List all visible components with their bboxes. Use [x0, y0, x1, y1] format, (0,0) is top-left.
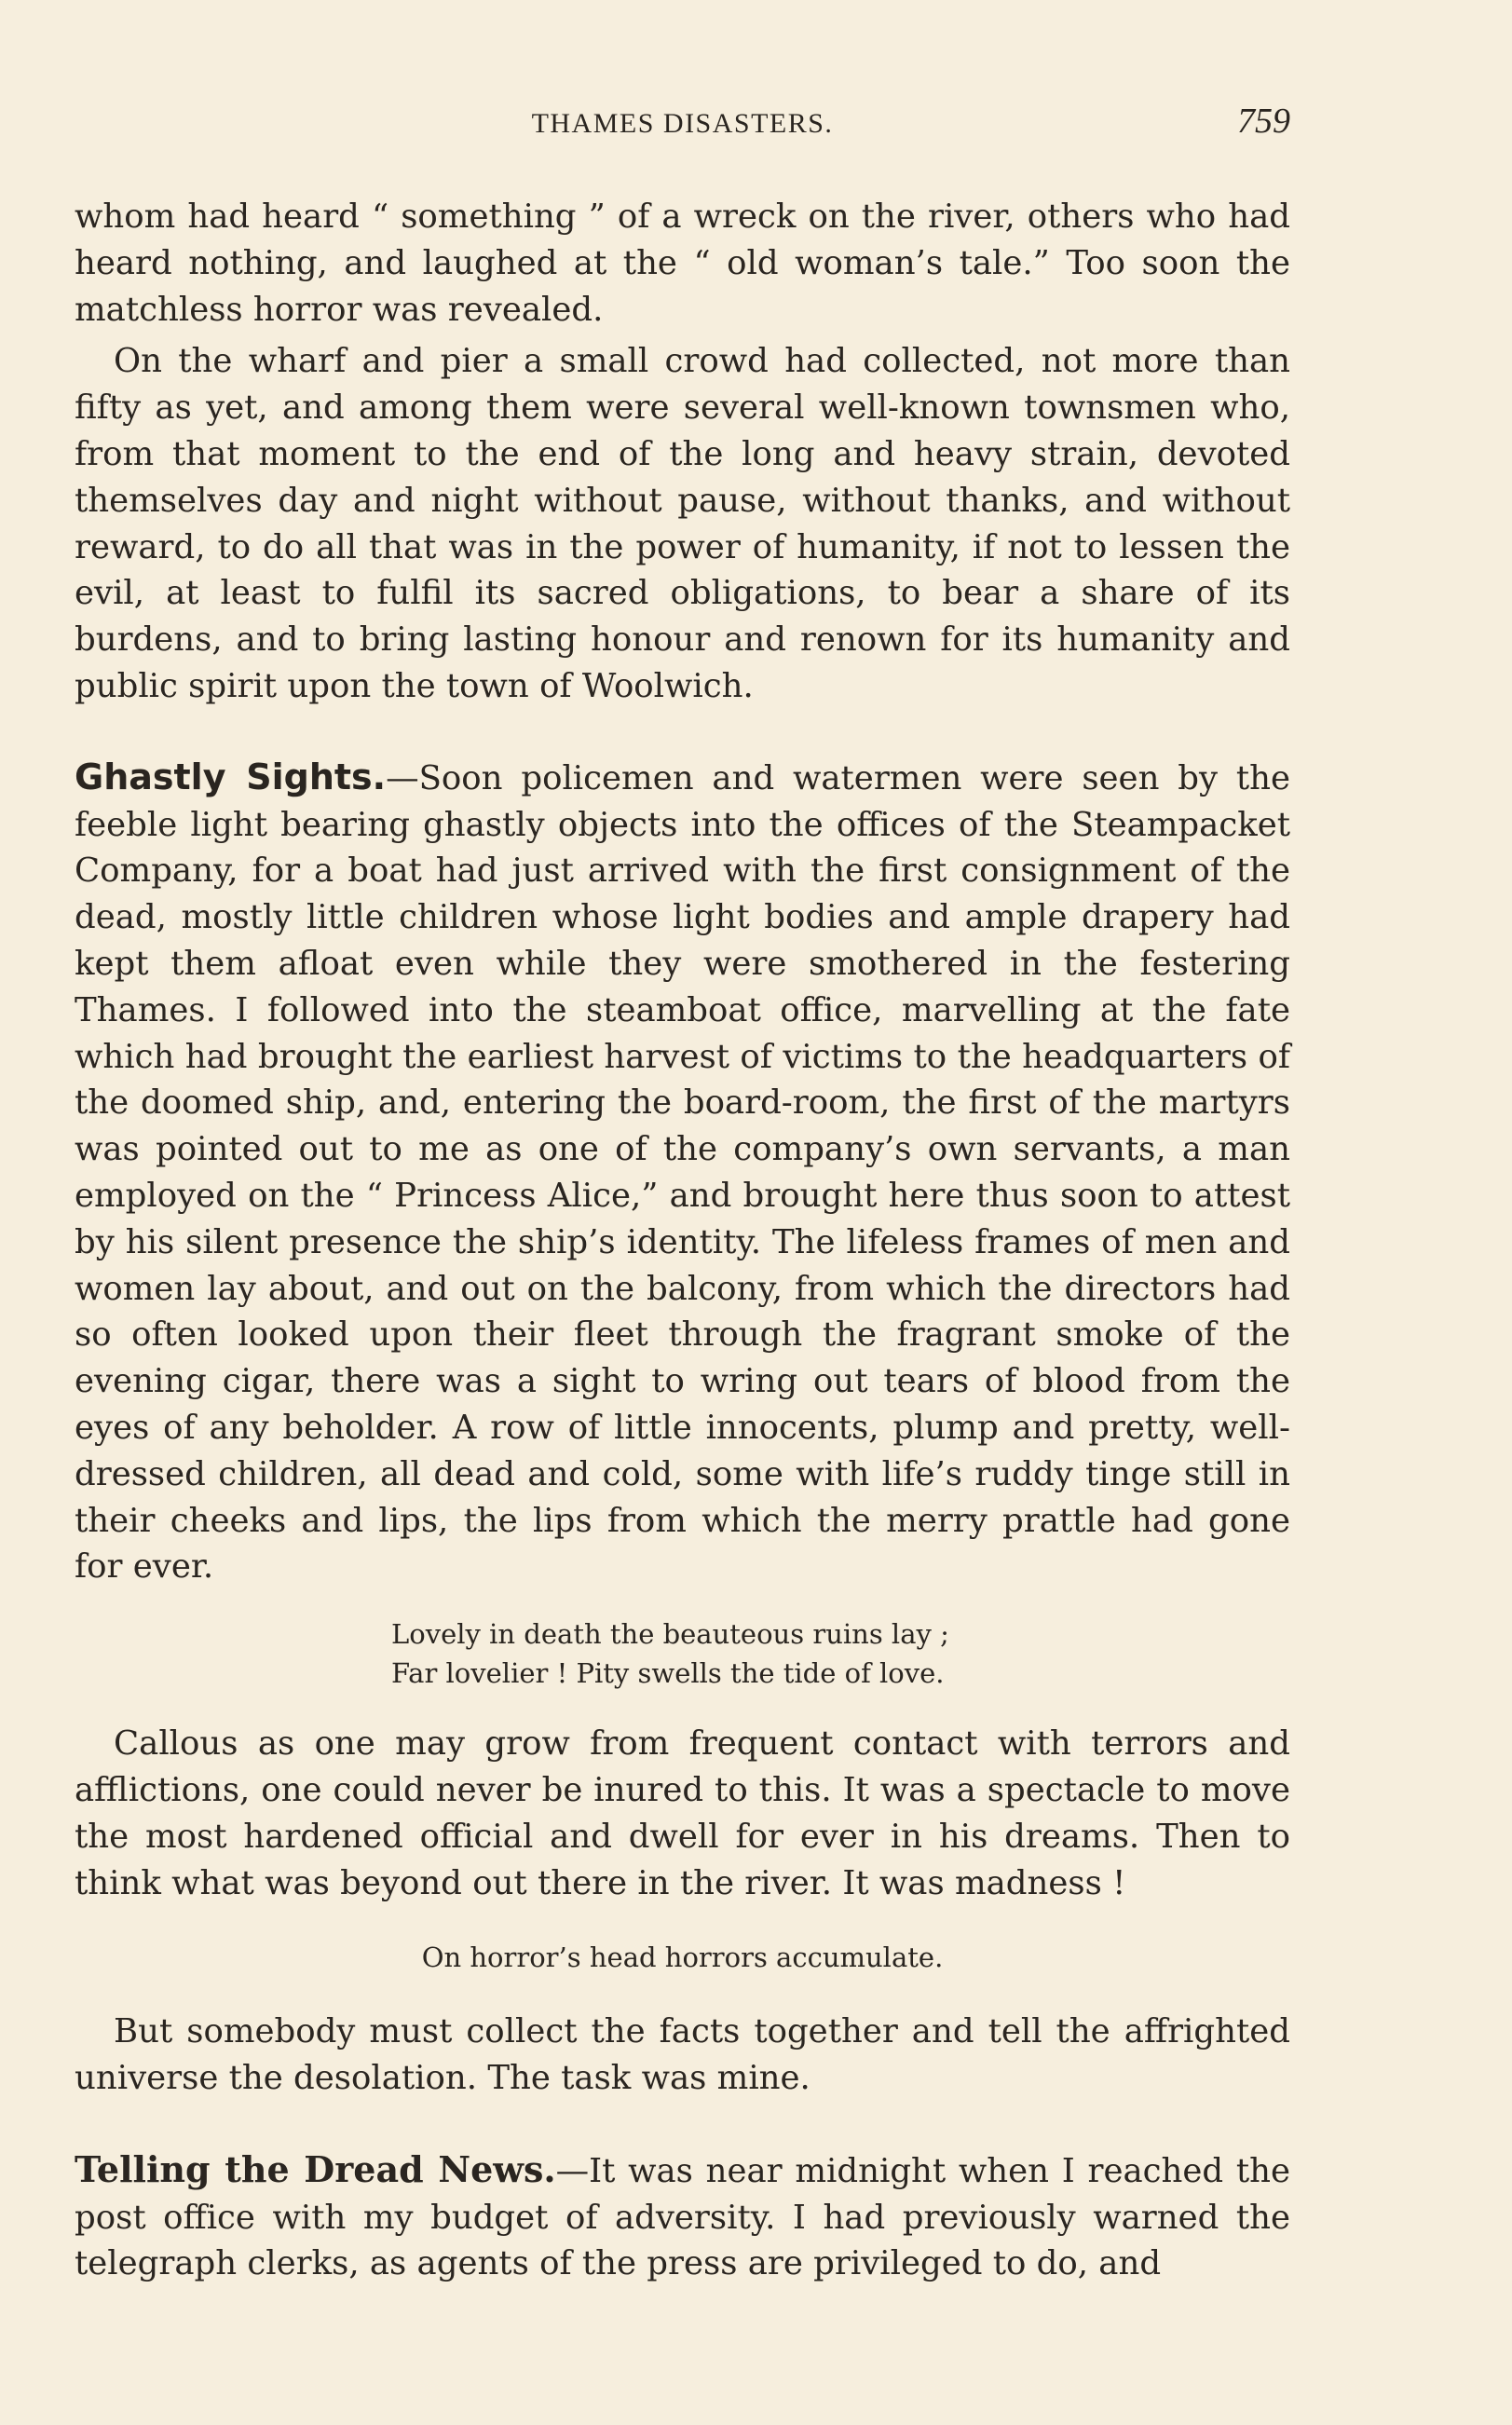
- paragraph-callous: Callous as one may grow from frequent contact with terrors and afflictions, one could never be inured to this. It was a spectacle to move the most hardened official and dwell for ever in his dreams. Then to think what was beyond out there in the river. It was madness !: [75, 1724, 1290, 1902]
- paragraph-wharf: On the wharf and pier a small crowd had collected, not more than fifty as yet, and among them were several well-known townsmen who, from that moment to the end of the long and heavy strain, devoted themselves day and night without pause, without thanks, and without reward, to do all that was in the power of humanity, if not to lessen the evil, at least to fulfil its sacred obligations, to bear a share of its burdens, and to bring lasting honour and renown for its humanity and public spirit upon the town of Woolwich.: [75, 342, 1290, 705]
- verse-quotation: [75, 1614, 1290, 1693]
- section-dread-news: [75, 2146, 1290, 2287]
- verse-line-2: Far lovelier ! Pity swells the tide of love.: [391, 1657, 945, 1690]
- running-head: [75, 101, 1290, 157]
- section-heading-dread-news: Telling the Dread News.: [75, 2147, 556, 2190]
- running-title: THAMES DISASTERS.: [531, 108, 834, 139]
- section-text-ghastly-sights: —Soon policemen and watermen were seen by the feeble light bearing ghastly objects into the offices of the Steampacket Company, for a boat had just arrived with the first consignment of the dead, mostly little children whose light bodies and ample drapery had kept them afloat even while they were smothered in the festering Thames. I followed into the steamboat office, marvelling at the fate which had brought the earliest harvest of victims to the headquarters of the doomed ship, and, entering the board-room, the first of the martyrs was pointed out to me as one of the company’s own servants, a man employed on the “ Princess Alice,” and brought here thus soon to attest by his silent presence the ship’s identity. The lifeless frames of men and women lay about, and out on the balcony, from which the directors had so often looked upon their fleet through the fragrant smoke of the evening cigar, there was a sight to wring out tears of blood from the eyes of any beholder. A row of little innocents, plump and pretty, well-dressed children, all dead and cold, some with life’s ruddy tinge still in their cheeks and lips, the lips from which the merry prattle had gone for ever.: [75, 758, 1290, 1587]
- paragraph-somebody: But somebody must collect the facts together and tell the affrighted universe the desolation. The task was mine.: [75, 2012, 1290, 2098]
- section-text-dread-news: —It was near midnight when I reached the post office with my budget of adversity. I had previously warned the telegraph clerks, as agents of the press are privileged to do, and: [75, 2151, 1291, 2283]
- section-ghastly-sights: [75, 755, 1290, 1590]
- verse-line-1: Lovely in death the beauteous ruins lay ;: [391, 1618, 949, 1651]
- book-page: [75, 101, 1290, 2287]
- quote-line: On horror’s head horrors accumulate.: [421, 1941, 944, 1974]
- paragraph-continuation: whom had heard “ something ” of a wreck on the river, others who had heard nothing, and laughed at the “ old woman’s tale.” Too soon the matchless horror was revealed.: [75, 198, 1290, 329]
- page-number: 759: [1237, 102, 1290, 141]
- section-heading-ghastly-sights: Ghastly Sights.: [75, 756, 387, 797]
